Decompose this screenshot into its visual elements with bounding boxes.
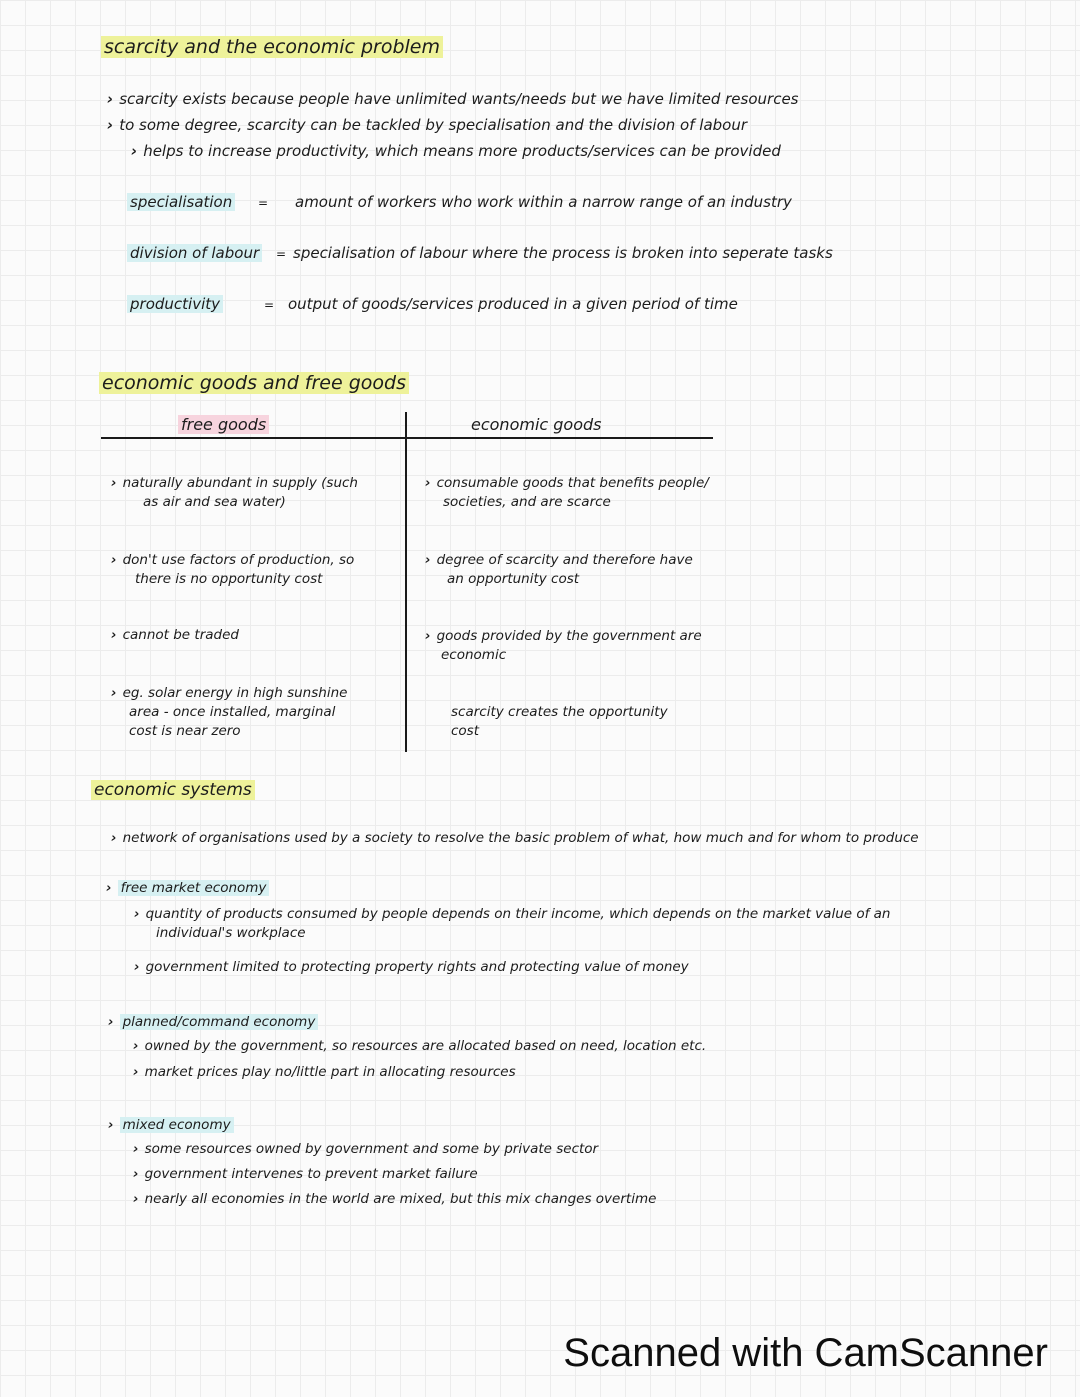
table-horizontal-rule <box>101 437 713 439</box>
planned-economy-point-1: › owned by the government, so resources are allocated based on need, location etc. <box>133 1038 707 1054</box>
section-goods-title: economic goods and free goods <box>99 372 409 394</box>
economic-systems-intro: › network of organisations used by a society to resolve the basic problem of what, how much and for whom to produce <box>111 830 919 846</box>
bullet-icon: › <box>133 1038 139 1054</box>
bullet-icon: › <box>134 906 140 922</box>
scarcity-note: scarcity creates the opportunity cost <box>451 704 668 739</box>
bullet-icon: › <box>425 552 431 568</box>
mixed-economy-point-3: › nearly all economies in the world are mixed, but this mix changes overtime <box>133 1191 657 1207</box>
term-division-of-labour: division of labour <box>127 244 262 262</box>
scarcity-sub-bullet: › helps to increase productivity, which means more products/services can be provided <box>131 142 781 160</box>
economic-goods-point-3: › goods provided by the government are economic <box>425 628 702 663</box>
bullet-icon: › <box>106 880 112 896</box>
bullet-icon: › <box>108 1014 114 1030</box>
bullet-icon: › <box>134 959 140 975</box>
equals-sign: = <box>276 247 287 261</box>
section-economic-systems-title: economic systems <box>91 780 255 800</box>
bullet-icon: › <box>111 552 117 568</box>
free-goods-point-4: › eg. solar energy in high sunshine area - once installed, marginal cost is near zero <box>111 685 348 739</box>
term-specialisation: specialisation <box>127 193 235 211</box>
economic-goods-header: economic goods <box>471 415 602 434</box>
equals-sign: = <box>258 196 269 210</box>
mixed-economy-title: › mixed economy <box>108 1116 234 1135</box>
bullet-icon: › <box>108 1117 114 1133</box>
planned-economy-point-2: › market prices play no/little part in allocating resources <box>133 1064 516 1080</box>
table-vertical-rule <box>405 412 407 752</box>
free-goods-header: free goods <box>178 415 269 434</box>
free-goods-point-3: › cannot be traded <box>111 627 239 643</box>
free-goods-point-1: › naturally abundant in supply (such as air and sea water) <box>111 475 358 510</box>
free-market-point-1: › quantity of products consumed by people depends on their income, which depends on the market value of an individual's workplace <box>134 906 891 941</box>
bullet-icon: › <box>111 475 117 491</box>
bullet-icon: › <box>133 1191 139 1207</box>
free-market-point-2: › government limited to protecting property rights and protecting value of money <box>134 959 689 975</box>
bullet-icon: › <box>425 475 431 491</box>
definition-specialisation: amount of workers who work within a narrow range of an industry <box>295 193 792 211</box>
bullet-icon: › <box>111 830 117 846</box>
section-scarcity-title: scarcity and the economic problem <box>101 36 443 58</box>
bullet-icon: › <box>131 142 138 160</box>
bullet-icon: › <box>111 627 117 643</box>
equals-sign: = <box>264 298 275 312</box>
free-goods-point-2: › don't use factors of production, so there is no opportunity cost <box>111 552 355 587</box>
bullet-icon: › <box>425 628 431 644</box>
economic-goods-point-2: › degree of scarcity and therefore have an opportunity cost <box>425 552 693 587</box>
bullet-icon: › <box>133 1166 139 1182</box>
bullet-icon: › <box>133 1141 139 1157</box>
free-market-title: › free market economy <box>106 879 269 898</box>
bullet-icon: › <box>107 116 114 134</box>
planned-economy-title: › planned/command economy <box>108 1013 318 1032</box>
camscanner-watermark: Scanned with CamScanner <box>563 1331 1048 1375</box>
scarcity-bullet-1: › scarcity exists because people have unlimited wants/needs but we have limited resources <box>107 90 799 108</box>
bullet-icon: › <box>111 685 117 701</box>
bullet-icon: › <box>107 90 114 108</box>
definition-division-of-labour: specialisation of labour where the process is broken into seperate tasks <box>293 244 833 262</box>
mixed-economy-point-2: › government intervenes to prevent market failure <box>133 1166 478 1182</box>
scarcity-bullet-2: › to some degree, scarcity can be tackled by specialisation and the division of labour <box>107 116 748 134</box>
term-productivity: productivity <box>127 295 223 313</box>
definition-productivity: output of goods/services produced in a given period of time <box>288 295 738 313</box>
mixed-economy-point-1: › some resources owned by government and some by private sector <box>133 1141 599 1157</box>
bullet-icon: › <box>133 1064 139 1080</box>
economic-goods-point-1: › consumable goods that benefits people/ societies, and are scarce <box>425 475 709 510</box>
